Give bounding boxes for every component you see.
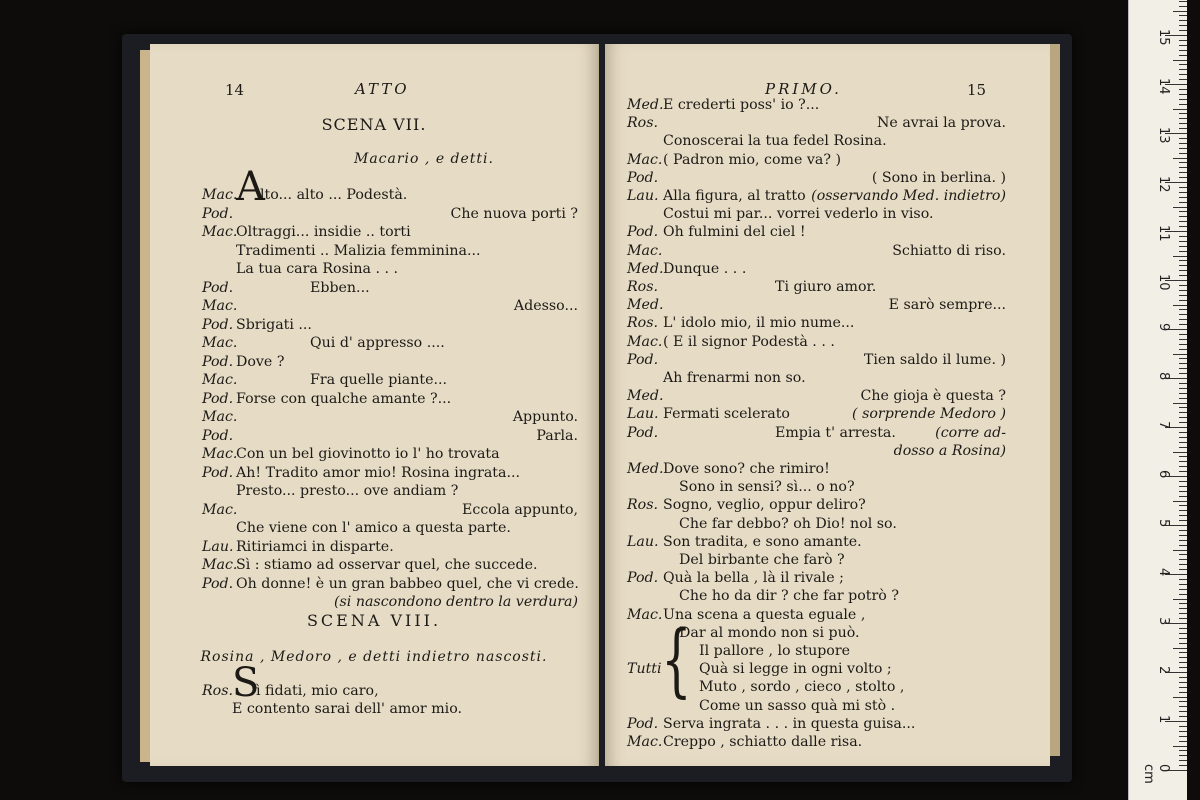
verse-line: Il pallore , lo stupore	[699, 643, 851, 659]
ruler-minor-tick	[1173, 746, 1187, 747]
ruler-minor-tick	[1179, 167, 1187, 168]
scene-7-cast: Macario , e detti.	[354, 151, 494, 167]
ruler-minor-tick	[1179, 50, 1187, 51]
ruler-minor-tick	[1179, 187, 1187, 188]
tutti-brace: {	[661, 613, 692, 706]
ruler-minor-tick	[1179, 202, 1187, 203]
ruler-minor-tick	[1173, 648, 1187, 649]
ruler-minor-tick	[1179, 750, 1187, 751]
speaker-label: Mac.	[627, 734, 663, 750]
ruler-minor-tick	[1179, 422, 1187, 423]
speaker-label: Med.	[627, 97, 664, 113]
verse-line: L' idolo mio, il mio nume...	[663, 315, 855, 332]
verse-line: Che gioja è questa ?	[860, 388, 1006, 405]
speaker-label: Med.	[627, 297, 664, 314]
speaker-label: Ros.	[627, 497, 659, 514]
verse-line: Qui d' appresso ....	[310, 335, 445, 351]
speaker-label: Mac.	[202, 224, 238, 240]
ruler-minor-tick	[1173, 550, 1187, 551]
ruler-minor-tick	[1179, 339, 1187, 340]
verse-line: E crederti poss' io ?...	[663, 97, 820, 113]
verse-line: Ah! Tradito amor mio! Rosina ingrata...	[236, 464, 520, 481]
ruler-number: 5	[1156, 519, 1171, 528]
verse-line: Son tradita, e sono amante.	[663, 533, 862, 550]
ruler-minor-tick	[1179, 25, 1187, 26]
ruler-minor-tick	[1179, 319, 1187, 320]
verse-line: Ti giuro amor.	[775, 279, 877, 295]
ruler-minor-tick	[1179, 701, 1187, 702]
verse-line: lto... alto ... Podestà.	[260, 187, 408, 203]
verse-line: Presto... presto... ove andiam ?	[236, 483, 459, 499]
verse-line: Fermati scelerato	[663, 406, 790, 423]
ruler-minor-tick	[1179, 417, 1187, 418]
speaker-label: Ros.	[627, 279, 659, 295]
speaker-label: Mac.	[202, 446, 238, 462]
verse-line: Schiatto di riso.	[892, 242, 1006, 259]
ruler-minor-tick	[1179, 471, 1187, 472]
ruler-minor-tick	[1179, 706, 1187, 707]
ruler-minor-tick	[1179, 123, 1187, 124]
ruler-minor-tick	[1179, 579, 1187, 580]
stage-direction: ( sorprende Medoro )	[852, 406, 1006, 423]
ruler-minor-tick	[1179, 594, 1187, 595]
ruler-minor-tick	[1179, 437, 1187, 438]
verse-line: Del birbante che farò ?	[679, 552, 845, 568]
ruler-minor-tick	[1173, 305, 1187, 306]
ruler-minor-tick	[1179, 677, 1187, 678]
running-head-left: ATTO	[355, 80, 410, 98]
verse-line: ì fidati, mio caro,	[256, 683, 379, 699]
ruler-minor-tick	[1179, 398, 1187, 399]
ruler-minor-tick	[1179, 295, 1187, 296]
ruler-minor-tick	[1179, 613, 1187, 614]
speaker-label: Lau.	[202, 538, 234, 555]
verse-line: Che ho da dir ? che far potrò ?	[679, 588, 899, 605]
ruler-minor-tick	[1179, 388, 1187, 389]
ruler-minor-tick	[1173, 109, 1187, 110]
ruler-minor-tick	[1173, 207, 1187, 208]
verse-line: Sono in sensi? sì... o no?	[679, 479, 855, 496]
verse-line: Quà la bella , là il rivale ;	[663, 570, 844, 587]
verse-line: Tradimenti .. Malizia femminina...	[236, 242, 481, 259]
ruler-minor-tick	[1179, 246, 1187, 247]
ruler-minor-tick	[1179, 736, 1187, 737]
ruler-minor-tick	[1179, 584, 1187, 585]
ruler-minor-tick	[1179, 461, 1187, 462]
ruler-minor-tick	[1179, 652, 1187, 653]
stage-direction: (corre ad-	[935, 424, 1006, 441]
page-number-left: 14	[225, 81, 245, 99]
ruler-minor-tick	[1179, 638, 1187, 639]
ruler-minor-tick	[1179, 300, 1187, 301]
ruler-number: 10	[1156, 274, 1171, 291]
ruler-minor-tick	[1179, 1, 1187, 2]
ruler-minor-tick	[1179, 20, 1187, 21]
ruler-minor-tick	[1179, 324, 1187, 325]
speaker-label: Lau.	[627, 406, 659, 423]
ruler-minor-tick	[1179, 726, 1187, 727]
ruler-minor-tick	[1179, 216, 1187, 217]
ruler-minor-tick	[1179, 466, 1187, 467]
ruler-minor-tick	[1179, 741, 1187, 742]
ruler-minor-tick	[1179, 603, 1187, 604]
ruler-minor-tick	[1179, 545, 1187, 546]
ruler-minor-tick	[1179, 211, 1187, 212]
speaker-label: Mac.	[202, 335, 238, 351]
ruler-minor-tick	[1179, 226, 1187, 227]
ruler-minor-tick	[1179, 412, 1187, 413]
ruler-number: 2	[1156, 666, 1171, 675]
ruler-minor-tick	[1179, 177, 1187, 178]
stage-direction: (osservando Med. indietro)	[811, 188, 1006, 204]
speaker-label: Pod.	[627, 169, 659, 186]
ruler-minor-tick	[1179, 285, 1187, 286]
ruler-minor-tick	[1179, 270, 1187, 271]
speaker-label: Mac.	[202, 409, 238, 425]
ruler-minor-tick	[1179, 153, 1187, 154]
verse-line: Come un sasso quà mi stò .	[699, 697, 896, 714]
speaker-label: Lau.	[627, 533, 659, 550]
verse-line: Forse con qualche amante ?...	[236, 390, 452, 407]
speaker-label: Pod.	[627, 224, 659, 241]
verse-line: Empia t' arresta.	[775, 424, 896, 441]
speaker-label: Mac.	[202, 501, 238, 518]
verse-line: Costui mi par... vorrei vederlo in viso.	[663, 206, 934, 223]
ruler-minor-tick	[1179, 373, 1187, 374]
verse-line: Tien saldo il lume. )	[863, 351, 1006, 368]
speaker-label: Mac.	[627, 242, 663, 259]
ruler-minor-tick	[1179, 481, 1187, 482]
ruler-minor-tick	[1179, 221, 1187, 222]
scene-8-title: SCENA VIII.	[306, 611, 442, 630]
ruler-minor-tick	[1179, 6, 1187, 7]
ruler-minor-tick	[1179, 432, 1187, 433]
ruler-minor-tick	[1179, 456, 1187, 457]
ruler-minor-tick	[1179, 496, 1187, 497]
running-head-right: PRIMO.	[765, 80, 842, 98]
verse-line: Alla figura, al tratto	[663, 188, 806, 204]
verse-line: Dar al mondo non si può.	[679, 624, 860, 641]
ruler-minor-tick	[1179, 314, 1187, 315]
ruler-minor-tick	[1179, 491, 1187, 492]
page-number-right: 15	[967, 81, 987, 99]
ruler-minor-tick	[1179, 118, 1187, 119]
ruler-minor-tick	[1179, 716, 1187, 717]
verse-line: ( Padron mio, come va? )	[663, 151, 841, 168]
ruler-minor-tick	[1179, 172, 1187, 173]
speaker-label: Mac.	[202, 557, 238, 573]
drop-cap: S	[232, 660, 260, 706]
verse-line: Quà si legge in ogni volto ;	[699, 661, 892, 678]
ruler-minor-tick	[1179, 633, 1187, 634]
ruler-minor-tick	[1179, 667, 1187, 668]
speaker-label: Tutti	[627, 661, 662, 678]
ruler-minor-tick	[1179, 731, 1187, 732]
speaker-label: Med.	[627, 260, 664, 277]
ruler-minor-tick	[1179, 711, 1187, 712]
ruler-minor-tick	[1179, 89, 1187, 90]
ruler-minor-tick	[1179, 104, 1187, 105]
ruler-minor-tick	[1173, 158, 1187, 159]
ruler-minor-tick	[1179, 260, 1187, 261]
ruler-minor-tick	[1173, 403, 1187, 404]
ruler-minor-tick	[1173, 11, 1187, 12]
ruler-minor-tick	[1179, 530, 1187, 531]
speaker-label: Ros.	[627, 315, 659, 332]
ruler-minor-tick	[1179, 128, 1187, 129]
speaker-label: Pod.	[202, 353, 234, 370]
verse-line: Serva ingrata . . . in questa guisa...	[663, 715, 916, 732]
verse-line: Ne avrai la prova.	[877, 115, 1006, 132]
ruler-number: 13	[1156, 127, 1171, 144]
verse-line: Appunto.	[512, 409, 578, 425]
ruler-minor-tick	[1179, 515, 1187, 516]
ruler-minor-tick	[1179, 760, 1187, 761]
verse-line: Che viene con l' amico a questa parte.	[236, 520, 511, 536]
ruler-minor-tick	[1179, 251, 1187, 252]
speaker-label: Mac.	[627, 606, 663, 623]
ruler-number: 15	[1156, 29, 1171, 46]
verse-line: Dove ?	[236, 353, 285, 370]
ruler-minor-tick	[1173, 60, 1187, 61]
verse-line: Parla.	[536, 427, 578, 444]
measurement-ruler	[1128, 0, 1187, 800]
speaker-label: Med.	[627, 388, 664, 405]
verse-line: Sogno, veglio, oppur deliro?	[663, 497, 866, 514]
verse-line: Muto , sordo , cieco , stolto ,	[699, 679, 905, 696]
ruler-minor-tick	[1179, 540, 1187, 541]
ruler-number: 7	[1156, 421, 1171, 430]
speaker-label: Pod.	[202, 390, 234, 407]
verse-line: Che nuova porti ?	[450, 205, 578, 222]
speaker-label: Pod.	[202, 464, 234, 481]
ruler-minor-tick	[1179, 520, 1187, 521]
ruler-minor-tick	[1179, 45, 1187, 46]
ruler-minor-tick	[1179, 447, 1187, 448]
ruler-number: 4	[1156, 568, 1171, 577]
verse-line: Fra quelle piante...	[310, 372, 448, 388]
ruler-minor-tick	[1179, 309, 1187, 310]
ruler-minor-tick	[1179, 564, 1187, 565]
ruler-minor-tick	[1179, 349, 1187, 350]
ruler-number: 0 cm	[1141, 764, 1171, 784]
speaker-label: Pod.	[202, 205, 234, 222]
speaker-label: Mac.	[202, 372, 238, 388]
ruler-minor-tick	[1179, 687, 1187, 688]
speaker-label: Med.	[627, 461, 664, 477]
ruler-number: 14	[1156, 78, 1171, 95]
speaker-label: Pod.	[627, 715, 659, 732]
ruler-minor-tick	[1179, 344, 1187, 345]
ruler-minor-tick	[1179, 197, 1187, 198]
ruler-minor-tick	[1179, 99, 1187, 100]
ruler-minor-tick	[1179, 148, 1187, 149]
ruler-minor-tick	[1179, 692, 1187, 693]
ruler-minor-tick	[1179, 554, 1187, 555]
speaker-label: Pod.	[202, 279, 234, 296]
speaker-label: Ros.	[627, 115, 659, 132]
ruler-minor-tick	[1179, 162, 1187, 163]
ruler-minor-tick	[1179, 383, 1187, 384]
ruler-minor-tick	[1179, 40, 1187, 41]
ruler-minor-tick	[1173, 501, 1187, 502]
verse-line: Oh fulmini del ciel !	[663, 224, 806, 241]
ruler-minor-tick	[1179, 334, 1187, 335]
verse-line: La tua cara Rosina . . .	[236, 261, 399, 277]
verse-line: Una scena a questa eguale ,	[663, 606, 866, 623]
ruler-minor-tick	[1179, 192, 1187, 193]
ruler-minor-tick	[1179, 662, 1187, 663]
ruler-minor-tick	[1179, 79, 1187, 80]
verse-line: Ebben...	[310, 279, 370, 296]
speaker-label: Pod.	[627, 351, 659, 368]
ruler-minor-tick	[1179, 682, 1187, 683]
ruler-minor-tick	[1179, 407, 1187, 408]
ruler-minor-tick	[1179, 589, 1187, 590]
ruler-minor-tick	[1179, 510, 1187, 511]
verse-line: E sarò sempre...	[888, 297, 1006, 314]
ruler-minor-tick	[1179, 505, 1187, 506]
ruler-minor-tick	[1173, 697, 1187, 698]
verse-line: Ah frenarmi non so.	[663, 370, 806, 386]
speaker-label: Mac.	[627, 333, 663, 350]
ruler-minor-tick	[1179, 628, 1187, 629]
ruler-minor-tick	[1179, 55, 1187, 56]
ruler-minor-tick	[1179, 657, 1187, 658]
speaker-label: Ros.	[202, 683, 234, 699]
ruler-minor-tick	[1179, 569, 1187, 570]
verse-line: E contento sarai dell' amor mio.	[232, 701, 463, 717]
verse-line: Creppo , schiatto dalle risa.	[663, 734, 863, 750]
ruler-number: 6	[1156, 470, 1171, 479]
verse-line: Oltraggi... insidie .. torti	[236, 224, 411, 240]
speaker-label: Pod.	[627, 424, 659, 441]
verse-line: Sì : stiamo ad osservar quel, che succede.	[236, 557, 538, 573]
scene-8-cast: Rosina , Medoro , e detti indietro nascosti.	[200, 649, 548, 665]
speaker-label: Mac.	[627, 151, 663, 168]
verse-line: ( Sono in berlina. )	[871, 169, 1006, 186]
verse-line: Dove sono? che rimiro!	[663, 461, 830, 477]
ruler-minor-tick	[1179, 236, 1187, 237]
ruler-minor-tick	[1179, 290, 1187, 291]
ruler-minor-tick	[1179, 618, 1187, 619]
left-page	[150, 44, 599, 766]
ruler-minor-tick	[1179, 559, 1187, 560]
ruler-minor-tick	[1179, 442, 1187, 443]
ruler-minor-tick	[1179, 138, 1187, 139]
ruler-number: 9	[1156, 323, 1171, 332]
verse-line: Dunque . . .	[663, 260, 747, 277]
verse-line: Eccola appunto,	[462, 501, 578, 518]
speaker-label: Pod.	[202, 575, 234, 592]
ruler-number: 12	[1156, 176, 1171, 193]
speaker-label: Lau.	[627, 188, 659, 204]
ruler-number: 8	[1156, 372, 1171, 381]
ruler-minor-tick	[1173, 354, 1187, 355]
ruler-minor-tick	[1179, 755, 1187, 756]
speaker-label: Pod.	[202, 427, 234, 444]
ruler-minor-tick	[1173, 599, 1187, 600]
ruler-minor-tick	[1179, 74, 1187, 75]
verse-line: Conoscerai la tua fedel Rosina.	[663, 133, 887, 150]
ruler-minor-tick	[1179, 643, 1187, 644]
ruler-number: 11	[1156, 225, 1171, 242]
ruler-minor-tick	[1179, 113, 1187, 114]
ruler-minor-tick	[1179, 765, 1187, 766]
verse-line: ( E il signor Podestà . . .	[663, 333, 835, 350]
ruler-minor-tick	[1179, 368, 1187, 369]
verse-line: Con un bel giovinotto io l' ho trovata	[236, 446, 500, 462]
verse-line: Che far debbo? oh Dio! nol so.	[679, 515, 897, 532]
speaker-label: Pod.	[202, 316, 234, 333]
stage-direction: (si nascondono dentro la verdura)	[333, 594, 578, 610]
ruler-number: 3	[1156, 617, 1171, 626]
speaker-label: Pod.	[627, 570, 659, 587]
ruler-minor-tick	[1179, 143, 1187, 144]
ruler-minor-tick	[1179, 265, 1187, 266]
speaker-label: Mac.	[202, 187, 238, 203]
ruler-minor-tick	[1179, 535, 1187, 536]
stage-direction: dosso a Rosina)	[893, 442, 1006, 459]
ruler-minor-tick	[1179, 358, 1187, 359]
verse-line: Oh donne! è un gran babbeo quel, che vi crede.	[236, 575, 579, 592]
ruler-minor-tick	[1179, 363, 1187, 364]
ruler-minor-tick	[1179, 275, 1187, 276]
ruler-number: 1	[1156, 715, 1171, 724]
ruler-minor-tick	[1179, 15, 1187, 16]
ruler-minor-tick	[1179, 30, 1187, 31]
verse-line: Sbrigati ...	[236, 316, 312, 333]
verse-line: Adesso...	[513, 298, 578, 314]
ruler-minor-tick	[1179, 486, 1187, 487]
ruler-minor-tick	[1179, 393, 1187, 394]
speaker-label: Mac.	[202, 298, 238, 314]
verse-line: Ritiriamci in disparte.	[236, 538, 394, 555]
ruler-minor-tick	[1173, 256, 1187, 257]
ruler-minor-tick	[1173, 452, 1187, 453]
ruler-minor-tick	[1179, 64, 1187, 65]
ruler-minor-tick	[1179, 241, 1187, 242]
right-page	[605, 44, 1050, 766]
ruler-minor-tick	[1179, 94, 1187, 95]
scene-7-title: SCENA VII.	[321, 115, 427, 134]
ruler-minor-tick	[1179, 69, 1187, 70]
drop-cap: A	[236, 164, 265, 210]
ruler-minor-tick	[1179, 608, 1187, 609]
